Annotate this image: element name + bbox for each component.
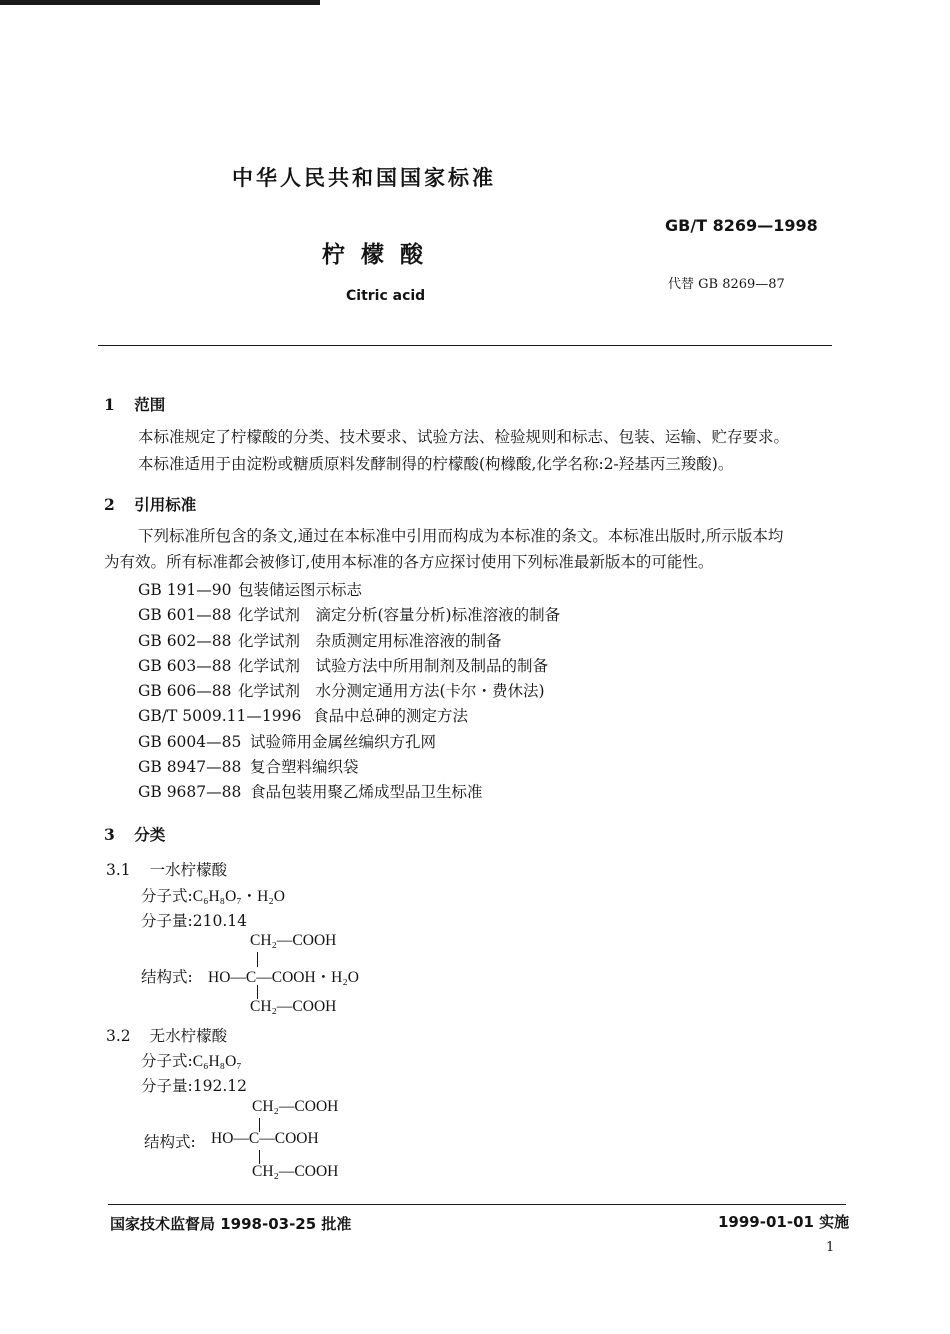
subsection-title: 一水柠檬酸 <box>149 861 228 879</box>
reference-title: 化学试剂 滴定分析(容量分析)标准溶液的制备 <box>238 606 561 625</box>
reference-title: 化学试剂 试验方法中所用制剂及制品的制备 <box>238 656 549 675</box>
mw-value: 192.12 <box>192 1077 247 1095</box>
formula-value: C₆H₈O₇ <box>192 1053 242 1070</box>
structural-formula-3-1 <box>141 932 421 1022</box>
reference-title: 化学试剂 杂质测定用标准溶液的制备 <box>238 631 502 650</box>
section-number: 1 <box>104 395 115 414</box>
reference-item <box>138 679 560 704</box>
reference-item <box>138 780 560 805</box>
section-1-heading <box>104 393 165 415</box>
section-number: 2 <box>104 495 115 514</box>
section-2-paragraph-line-2: 为有效。所有标准都会被修订,使用本标准的各方应探讨使用下列标准最新版本的可能性。 <box>104 553 714 571</box>
bond-down <box>259 1150 260 1164</box>
subsection-title: 无水柠檬酸 <box>149 1027 228 1045</box>
subsection-3-2-heading <box>106 1024 227 1046</box>
reference-code: GB/T 5009.11—1996 <box>138 707 302 726</box>
molecular-formula-3-1 <box>141 884 285 906</box>
reference-code: GB 8947—88 <box>138 758 242 777</box>
approval-line: 国家技术监督局 1998-03-25 批准 <box>110 1215 352 1233</box>
section-title: 范围 <box>134 395 166 414</box>
struct-bottom: CH₂—COOH <box>252 1163 339 1180</box>
struct-top: CH₂—COOH <box>252 1098 339 1115</box>
molecular-formula-3-2 <box>141 1049 242 1071</box>
structural-formula-3-2 <box>141 1098 401 1188</box>
reference-title: 食品中总砷的测定方法 <box>313 707 469 726</box>
reference-item <box>138 629 560 654</box>
reference-item <box>138 704 560 729</box>
reference-code: GB 9687—88 <box>138 783 242 802</box>
subsection-number: 3.1 <box>106 861 131 879</box>
reference-code: GB 603—88 <box>138 656 232 675</box>
molecular-weight-3-2 <box>141 1074 247 1096</box>
struct-label: 结构式: <box>144 1133 196 1151</box>
footer-divider <box>108 1204 846 1205</box>
header-divider <box>98 345 832 346</box>
reference-item <box>138 730 560 755</box>
mw-label: 分子量: <box>141 1077 193 1095</box>
scan-edge-bar <box>0 0 320 5</box>
reference-code: GB 606—88 <box>138 682 232 701</box>
reference-item <box>138 755 560 780</box>
reference-title: 包装储运图示标志 <box>238 581 363 599</box>
reference-item <box>138 603 560 628</box>
reference-code: GB 602—88 <box>138 631 232 650</box>
section-title: 分类 <box>134 825 166 844</box>
replaces-standard: 代替 GB 8269—87 <box>668 277 785 292</box>
reference-list <box>138 578 560 806</box>
subsection-3-1-heading <box>106 858 227 880</box>
section-2-heading <box>104 493 196 515</box>
formula-label: 分子式: <box>141 887 193 905</box>
struct-bottom: CH₂—COOH <box>250 998 337 1015</box>
title-english: Citric acid <box>346 288 426 304</box>
subsection-number: 3.2 <box>106 1027 131 1045</box>
struct-label: 结构式: <box>141 968 193 986</box>
section-2-paragraph-line-1: 下列标准所包含的条文,通过在本标准中引用而构成为本标准的条文。本标准出版时,所示版本均 <box>138 527 784 545</box>
reference-item <box>138 654 560 679</box>
struct-top: CH₂—COOH <box>250 932 337 949</box>
reference-code: GB 191—90 <box>138 581 232 599</box>
mw-value: 210.14 <box>192 912 247 930</box>
struct-middle: HO—C—COOH・H₂O <box>208 969 359 986</box>
page-number: 1 <box>826 1240 835 1255</box>
mw-label: 分子量: <box>141 912 193 930</box>
section-1-paragraph-2: 本标准适用于由淀粉或糖质原料发酵制得的柠檬酸(枸橼酸,化学名称:2-羟基丙三羧酸)。 <box>138 455 734 473</box>
section-number: 3 <box>104 825 115 844</box>
reference-title: 复合塑料编织袋 <box>250 758 359 777</box>
bond-down <box>257 985 258 999</box>
reference-code: GB 6004—85 <box>138 732 242 751</box>
struct-middle: HO—C—COOH <box>211 1130 319 1147</box>
reference-title: 化学试剂 水分测定通用方法(卡尔・费休法) <box>238 682 545 701</box>
section-3-heading <box>104 823 165 845</box>
formula-label: 分子式: <box>141 1052 193 1070</box>
molecular-weight-3-1 <box>141 909 247 931</box>
formula-value: C₆H₈O₇・H₂O <box>192 888 285 905</box>
effective-date: 1999-01-01 实施 <box>718 1213 850 1231</box>
reference-title: 食品包装用聚乙烯成型品卫生标准 <box>250 783 483 802</box>
reference-code: GB 601—88 <box>138 606 232 625</box>
reference-item <box>138 578 560 603</box>
section-1-paragraph-1: 本标准规定了柠檬酸的分类、技术要求、试验方法、检验规则和标志、包装、运输、贮存要求。 <box>138 428 790 446</box>
section-title: 引用标准 <box>134 495 197 514</box>
reference-title: 试验筛用金属丝编织方孔网 <box>250 732 437 751</box>
document-title: 柠 檬 酸 <box>322 242 428 268</box>
national-standard-heading: 中华人民共和国国家标准 <box>232 166 496 190</box>
standard-number: GB/T 8269—1998 <box>665 216 818 235</box>
